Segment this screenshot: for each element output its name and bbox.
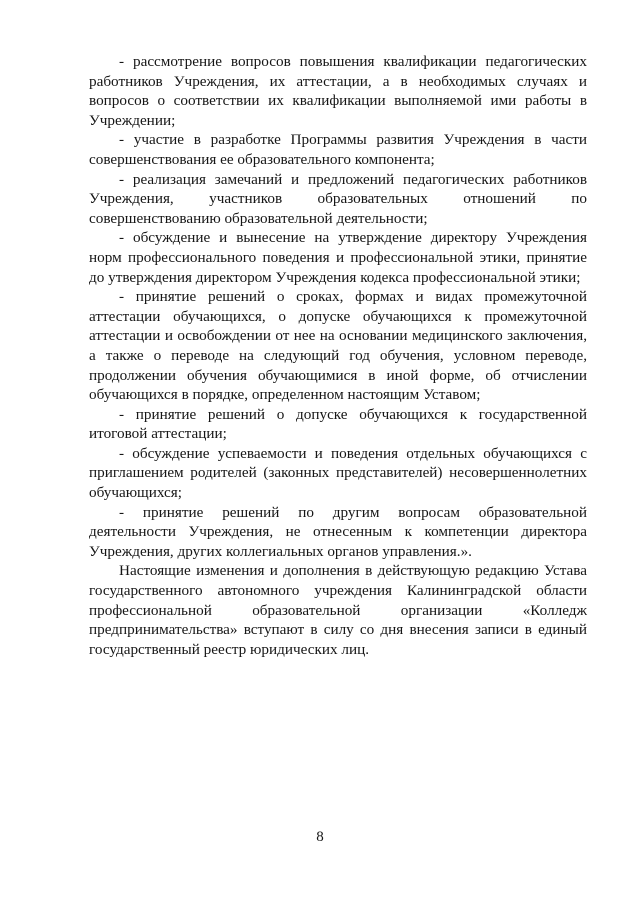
- list-item-ethics: - обсуждение и вынесение на утверждение директору Учреждения норм профессионального поведения и профессиональной этики, принятие до утверждения директором Учреждения кодекса профессиональной этики;: [89, 229, 587, 286]
- page-number: 8: [316, 829, 324, 845]
- list-item-certification: - принятие решений о сроках, формах и видах промежуточной аттестации обучающихся, о допуске обучающихся к промежуточной аттестации и освобождении от нее на основании медицинского заключения, а также о переводе на следующий год обучения, условном переводе, продолжении обучения обучающимися в иной форме, об отчислении обучающихся в порядке, определенном настоящим Уставом;: [89, 288, 587, 404]
- list-item-remarks: - реализация замечаний и предложений педагогических работников Учреждения, участников образовательных отношений по совершенствованию образовательной деятельности;: [89, 170, 587, 227]
- list-item-qualification: - рассмотрение вопросов повышения квалификации педагогических работников Учреждения, их аттестации, а в необходимых случаях и вопросов о соответствии их квалификации выполняемой ими работы в Учреждении;: [89, 53, 587, 129]
- list-item-other-questions: - принятие решений по другим вопросам образовательной деятельности Учреждения, не отнесенным к компетенции директора Учреждения, других коллегиальных органов управления.».: [89, 503, 587, 560]
- document-body: [89, 52, 587, 659]
- list-item-performance: - обсуждение успеваемости и поведения отдельных обучающихся с приглашением родителей (законных представителей) несовершеннолетних обучающихся;: [89, 444, 587, 502]
- closing-paragraph: Настоящие изменения и дополнения в действующую редакцию Устава государственного автономного учреждения Калининградской области профессиональной образовательной организации «Колледж предпринимательства» вступают в силу со дня внесения записи в единый государственный реестр юридических лиц.: [89, 562, 587, 658]
- list-item-state-certification: - принятие решений о допуске обучающихся к государственной итоговой аттестации;: [89, 405, 587, 443]
- list-item-development-program: - участие в разработке Программы развития Учреждения в части совершенствования ее образовательного компонента;: [89, 131, 587, 168]
